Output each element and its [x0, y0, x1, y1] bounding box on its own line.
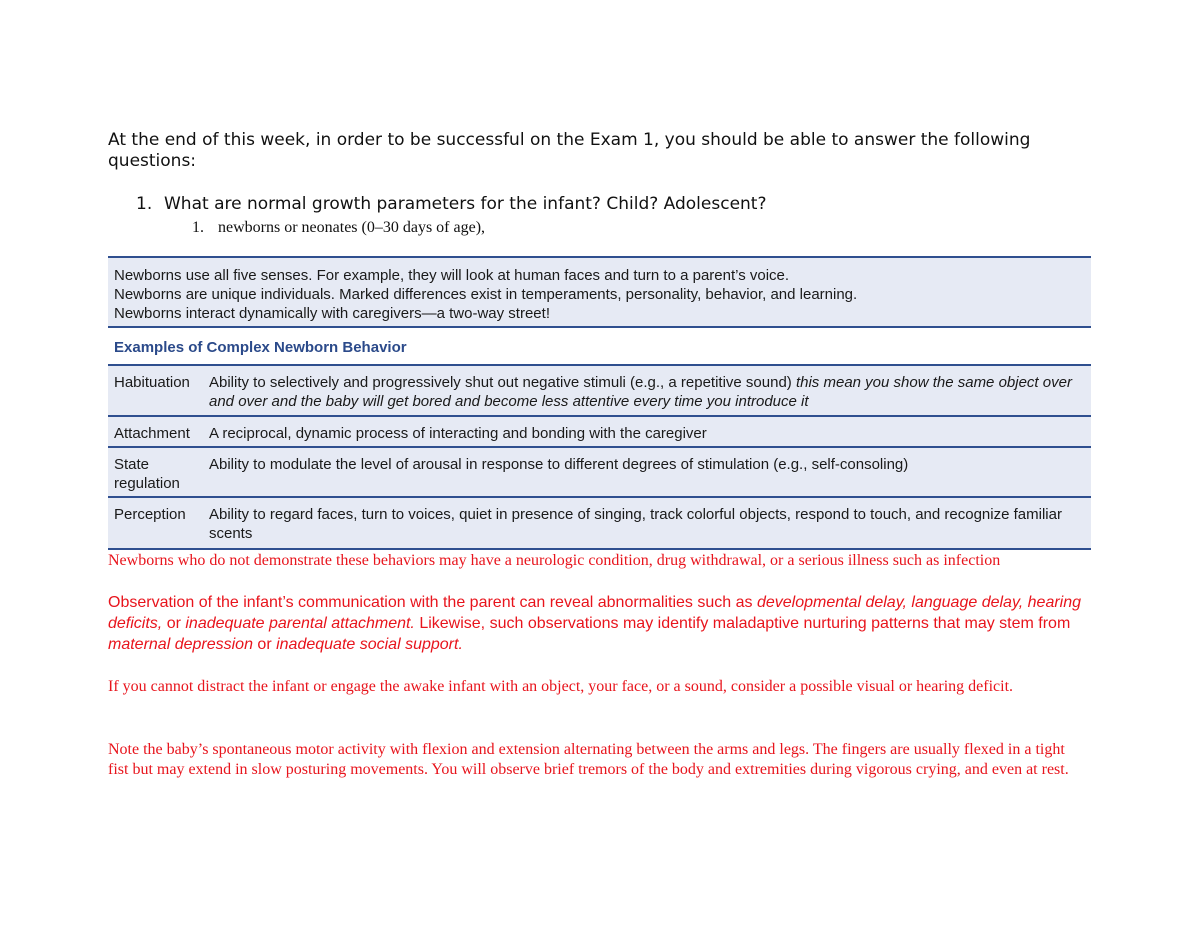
question-1	[136, 194, 767, 215]
question-1-text: What are normal growth parameters for the infant? Child? Adolescent?	[164, 194, 767, 214]
row-definition: Ability to regard faces, turn to voices, quiet in presence of singing, track colorful objects, respond to touch, and recognize familiar scents	[209, 506, 1062, 542]
fact-individuals: Newborns are unique individuals. Marked differences exist in temperaments, personality, behavior, and learning.	[114, 286, 858, 303]
subitem-1-text: newborns or neonates (0–30 days of age),	[218, 219, 486, 236]
newborn-facts-box	[108, 256, 1091, 328]
row-term: Perception	[114, 506, 186, 523]
row-definition: Ability to modulate the level of arousal in response to different degrees of stimulation (e.g., self-consoling)	[209, 456, 909, 473]
neurologic-note: Newborns who do not demonstrate these behaviors may have a neurologic condition, drug withdrawal, or a serious illness such as infection	[108, 552, 1001, 569]
observation-emphasis-2: inadequate parental attachment.	[185, 615, 415, 632]
table-row-habituation	[108, 364, 1091, 416]
observation-emphasis-1: developmental delay, language delay, hearing deficits,	[108, 594, 1082, 632]
row-term: Attachment	[114, 425, 190, 442]
observation-note	[108, 592, 1083, 655]
observation-text-1: Observation of the infant’s communication with the parent can reveal abnormalities such as	[108, 594, 757, 611]
table-row-attachment	[108, 415, 1091, 447]
subitem-1-number: 1.	[192, 219, 204, 236]
fact-senses: Newborns use all five senses. For example, they will look at human faces and turn to a parent’s voice.	[114, 267, 790, 284]
subitem-1	[192, 218, 485, 238]
table-row-state-regulation	[108, 446, 1091, 497]
definition-note: this mean you show the same object over and over and the baby will get bored and become less attentive every time you introduce it	[209, 374, 1072, 410]
table-row-perception	[108, 496, 1091, 550]
row-definition	[209, 373, 1085, 411]
observation-emphasis-3: maternal depression	[108, 636, 253, 653]
distraction-note: If you cannot distract the infant or engage the awake infant with an object, your face, or a sound, consider a possible visual or hearing deficit.	[108, 678, 1014, 695]
fact-interaction: Newborns interact dynamically with caregivers—a two-way street!	[114, 305, 550, 322]
observation-text-3: Likewise, such observations may identify maladaptive nurturing patterns that may stem from	[414, 615, 1071, 632]
observation-text-2: or	[162, 615, 186, 632]
row-term: Habituation	[114, 374, 190, 391]
row-term: State regulation	[114, 456, 180, 492]
observation-text-4: or	[252, 636, 277, 653]
question-1-number: 1.	[136, 194, 153, 214]
intro-paragraph: At the end of this week, in order to be successful on the Exam 1, you should be able to answer the following questions:	[108, 130, 1031, 171]
examples-table-title: Examples of Complex Newborn Behavior	[114, 339, 407, 356]
row-definition: A reciprocal, dynamic process of interacting and bonding with the caregiver	[209, 425, 707, 442]
motor-activity-note: Note the baby’s spontaneous motor activity with flexion and extension alternating between the arms and legs. The fingers are usually flexed in a tight fist but may extend in slow posturing movements. You will observe brief tremors of the body and extremities during vigorous crying, and even at rest.	[108, 741, 1069, 778]
observation-emphasis-4: inadequate social support.	[276, 636, 463, 653]
definition-text: Ability to selectively and progressively shut out negative stimuli (e.g., a repetitive sound)	[209, 374, 792, 391]
